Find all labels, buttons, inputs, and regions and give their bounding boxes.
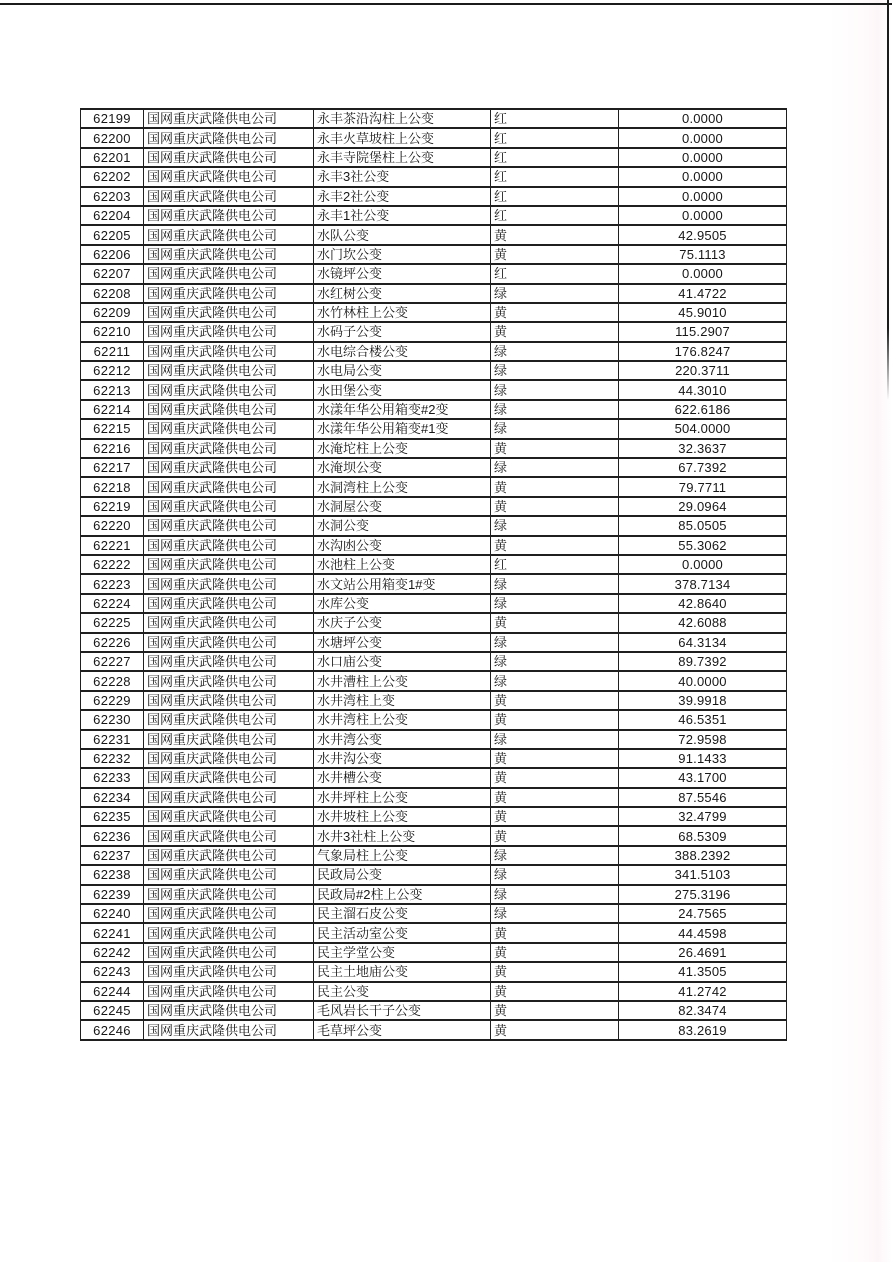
row-value: 622.6186: [619, 400, 787, 419]
row-status: 黄: [491, 826, 619, 845]
row-status: 黄: [491, 749, 619, 768]
table-row: [81, 497, 787, 516]
row-value: 41.3505: [619, 962, 787, 981]
table-row: [81, 555, 787, 574]
row-id: 62207: [81, 264, 144, 283]
row-status: 黄: [491, 691, 619, 710]
row-station-name: 水口庙公变: [314, 652, 491, 671]
row-id: 62208: [81, 284, 144, 303]
row-station-name: 民政局#2柱上公变: [314, 885, 491, 904]
row-id: 62234: [81, 788, 144, 807]
row-company: 国网重庆武隆供电公司: [144, 458, 314, 477]
row-station-name: 水井坡柱上公变: [314, 807, 491, 826]
row-status: 黄: [491, 245, 619, 264]
row-value: 39.9918: [619, 691, 787, 710]
table-row: [81, 846, 787, 865]
row-company: 国网重庆武隆供电公司: [144, 536, 314, 555]
row-status: 绿: [491, 458, 619, 477]
row-id: 62218: [81, 477, 144, 496]
row-id: 62221: [81, 536, 144, 555]
row-status: 黄: [491, 303, 619, 322]
row-value: 75.1113: [619, 245, 787, 264]
row-company: 国网重庆武隆供电公司: [144, 691, 314, 710]
row-id: 62226: [81, 633, 144, 652]
table-row: [81, 361, 787, 380]
row-station-name: 水庆子公变: [314, 613, 491, 632]
row-company: 国网重庆武隆供电公司: [144, 982, 314, 1001]
page-top-border-line: [0, 3, 892, 5]
row-station-name: 水门坎公变: [314, 245, 491, 264]
row-company: 国网重庆武隆供电公司: [144, 380, 314, 399]
row-company: 国网重庆武隆供电公司: [144, 1020, 314, 1039]
table-row: [81, 439, 787, 458]
row-company: 国网重庆武隆供电公司: [144, 633, 314, 652]
table-row: [81, 788, 787, 807]
row-value: 0.0000: [619, 148, 787, 167]
table-row: [81, 768, 787, 787]
row-company: 国网重庆武隆供电公司: [144, 439, 314, 458]
row-company: 国网重庆武隆供电公司: [144, 109, 314, 128]
row-company: 国网重庆武隆供电公司: [144, 671, 314, 690]
table-row: [81, 322, 787, 341]
table-row: [81, 633, 787, 652]
row-id: 62228: [81, 671, 144, 690]
row-station-name: 水洞屋公变: [314, 497, 491, 516]
row-station-name: 民政局公变: [314, 865, 491, 884]
row-id: 62209: [81, 303, 144, 322]
row-company: 国网重庆武隆供电公司: [144, 768, 314, 787]
row-station-name: 永丰3社公变: [314, 167, 491, 186]
table-row: [81, 730, 787, 749]
row-status: 黄: [491, 923, 619, 942]
row-id: 62230: [81, 710, 144, 729]
table-row: [81, 671, 787, 690]
row-station-name: 永丰2社公变: [314, 187, 491, 206]
row-status: 红: [491, 167, 619, 186]
table-row: [81, 225, 787, 244]
row-status: 绿: [491, 284, 619, 303]
row-id: 62205: [81, 225, 144, 244]
transformer-data-table: [80, 108, 787, 1041]
table-body: [81, 109, 787, 1040]
row-company: 国网重庆武隆供电公司: [144, 284, 314, 303]
table-row: [81, 109, 787, 128]
row-status: 绿: [491, 846, 619, 865]
row-station-name: 水井湾柱上公变: [314, 710, 491, 729]
row-id: 62212: [81, 361, 144, 380]
row-id: 62214: [81, 400, 144, 419]
row-company: 国网重庆武隆供电公司: [144, 826, 314, 845]
table-row: [81, 303, 787, 322]
row-company: 国网重庆武隆供电公司: [144, 846, 314, 865]
table-row: [81, 574, 787, 593]
table-row: [81, 1001, 787, 1020]
row-company: 国网重庆武隆供电公司: [144, 361, 314, 380]
table-row: [81, 284, 787, 303]
row-status: 绿: [491, 671, 619, 690]
row-station-name: 水池柱上公变: [314, 555, 491, 574]
row-station-name: 永丰火草坡柱上公变: [314, 128, 491, 147]
table-row: [81, 943, 787, 962]
row-id: 62229: [81, 691, 144, 710]
row-value: 72.9598: [619, 730, 787, 749]
row-status: 黄: [491, 768, 619, 787]
row-company: 国网重庆武隆供电公司: [144, 206, 314, 225]
row-company: 国网重庆武隆供电公司: [144, 594, 314, 613]
row-status: 绿: [491, 652, 619, 671]
table-row: [81, 749, 787, 768]
row-value: 0.0000: [619, 109, 787, 128]
row-company: 国网重庆武隆供电公司: [144, 885, 314, 904]
row-status: 黄: [491, 962, 619, 981]
table-row: [81, 400, 787, 419]
row-status: 绿: [491, 633, 619, 652]
row-value: 0.0000: [619, 167, 787, 186]
row-station-name: 水洞公变: [314, 516, 491, 535]
row-station-name: 永丰寺院堡柱上公变: [314, 148, 491, 167]
row-value: 378.7134: [619, 574, 787, 593]
row-value: 42.8640: [619, 594, 787, 613]
row-company: 国网重庆武隆供电公司: [144, 962, 314, 981]
table-row: [81, 923, 787, 942]
row-value: 44.4598: [619, 923, 787, 942]
row-value: 26.4691: [619, 943, 787, 962]
row-company: 国网重庆武隆供电公司: [144, 400, 314, 419]
row-value: 32.4799: [619, 807, 787, 826]
row-status: 黄: [491, 322, 619, 341]
row-station-name: 毛风岩长干子公变: [314, 1001, 491, 1020]
row-value: 68.5309: [619, 826, 787, 845]
row-status: 黄: [491, 477, 619, 496]
row-station-name: 水井槽公变: [314, 768, 491, 787]
row-company: 国网重庆武隆供电公司: [144, 904, 314, 923]
row-value: 79.7711: [619, 477, 787, 496]
row-id: 62243: [81, 962, 144, 981]
row-value: 67.7392: [619, 458, 787, 477]
row-station-name: 水电局公变: [314, 361, 491, 380]
row-status: 红: [491, 109, 619, 128]
row-id: 62222: [81, 555, 144, 574]
row-station-name: 水井漕柱上公变: [314, 671, 491, 690]
table-row: [81, 613, 787, 632]
row-station-name: 水田堡公变: [314, 380, 491, 399]
row-company: 国网重庆武隆供电公司: [144, 943, 314, 962]
row-company: 国网重庆武隆供电公司: [144, 730, 314, 749]
row-id: 62216: [81, 439, 144, 458]
table-row: [81, 264, 787, 283]
row-value: 42.6088: [619, 613, 787, 632]
row-value: 0.0000: [619, 264, 787, 283]
row-station-name: 水镜坪公变: [314, 264, 491, 283]
row-station-name: 水沟凼公变: [314, 536, 491, 555]
row-company: 国网重庆武隆供电公司: [144, 245, 314, 264]
row-status: 黄: [491, 982, 619, 1001]
row-station-name: 民主活动室公变: [314, 923, 491, 942]
row-station-name: 水洞湾柱上公变: [314, 477, 491, 496]
table-row: [81, 167, 787, 186]
row-id: 62246: [81, 1020, 144, 1039]
row-company: 国网重庆武隆供电公司: [144, 923, 314, 942]
row-id: 62224: [81, 594, 144, 613]
table-row: [81, 826, 787, 845]
row-id: 62206: [81, 245, 144, 264]
row-id: 62237: [81, 846, 144, 865]
row-station-name: 民主溜石皮公变: [314, 904, 491, 923]
row-value: 42.9505: [619, 225, 787, 244]
row-value: 275.3196: [619, 885, 787, 904]
row-station-name: 民主土地庙公变: [314, 962, 491, 981]
row-status: 黄: [491, 536, 619, 555]
row-value: 46.5351: [619, 710, 787, 729]
row-value: 44.3010: [619, 380, 787, 399]
row-status: 绿: [491, 594, 619, 613]
row-status: 绿: [491, 400, 619, 419]
row-station-name: 水文站公用箱变1#变: [314, 574, 491, 593]
row-value: 41.4722: [619, 284, 787, 303]
row-station-name: 水井湾柱上变: [314, 691, 491, 710]
row-station-name: 水淹坨柱上公变: [314, 439, 491, 458]
row-station-name: 水漾年华公用箱变#2变: [314, 400, 491, 419]
row-value: 0.0000: [619, 555, 787, 574]
row-company: 国网重庆武隆供电公司: [144, 167, 314, 186]
row-company: 国网重庆武隆供电公司: [144, 865, 314, 884]
row-company: 国网重庆武隆供电公司: [144, 1001, 314, 1020]
table-row: [81, 652, 787, 671]
row-company: 国网重庆武隆供电公司: [144, 225, 314, 244]
row-status: 黄: [491, 497, 619, 516]
row-value: 220.3711: [619, 361, 787, 380]
row-value: 0.0000: [619, 187, 787, 206]
row-status: 绿: [491, 904, 619, 923]
row-id: 62235: [81, 807, 144, 826]
row-id: 62227: [81, 652, 144, 671]
row-company: 国网重庆武隆供电公司: [144, 749, 314, 768]
table-row: [81, 380, 787, 399]
row-status: 黄: [491, 225, 619, 244]
row-value: 45.9010: [619, 303, 787, 322]
table-row: [81, 342, 787, 361]
row-station-name: 水竹林柱上公变: [314, 303, 491, 322]
row-company: 国网重庆武隆供电公司: [144, 497, 314, 516]
row-status: 绿: [491, 885, 619, 904]
table-row: [81, 710, 787, 729]
row-status: 红: [491, 187, 619, 206]
row-status: 红: [491, 148, 619, 167]
table-row: [81, 904, 787, 923]
table-row: [81, 206, 787, 225]
row-status: 红: [491, 555, 619, 574]
row-company: 国网重庆武隆供电公司: [144, 788, 314, 807]
row-station-name: 毛草坪公变: [314, 1020, 491, 1039]
table-row: [81, 148, 787, 167]
row-id: 62210: [81, 322, 144, 341]
row-status: 绿: [491, 516, 619, 535]
row-id: 62202: [81, 167, 144, 186]
row-company: 国网重庆武隆供电公司: [144, 555, 314, 574]
row-id: 62199: [81, 109, 144, 128]
row-id: 62225: [81, 613, 144, 632]
row-status: 绿: [491, 574, 619, 593]
row-company: 国网重庆武隆供电公司: [144, 128, 314, 147]
row-company: 国网重庆武隆供电公司: [144, 710, 314, 729]
row-station-name: 水库公变: [314, 594, 491, 613]
table-row: [81, 536, 787, 555]
row-status: 黄: [491, 710, 619, 729]
row-id: 62217: [81, 458, 144, 477]
row-status: 黄: [491, 1001, 619, 1020]
row-company: 国网重庆武隆供电公司: [144, 807, 314, 826]
row-status: 红: [491, 206, 619, 225]
row-status: 黄: [491, 613, 619, 632]
row-status: 绿: [491, 730, 619, 749]
row-id: 62215: [81, 419, 144, 438]
row-id: 62245: [81, 1001, 144, 1020]
row-value: 87.5546: [619, 788, 787, 807]
row-station-name: 水码子公变: [314, 322, 491, 341]
row-value: 115.2907: [619, 322, 787, 341]
row-status: 绿: [491, 865, 619, 884]
row-company: 国网重庆武隆供电公司: [144, 187, 314, 206]
table-row: [81, 419, 787, 438]
page-right-border-line: [887, 0, 889, 400]
row-station-name: 水井沟公变: [314, 749, 491, 768]
row-value: 83.2619: [619, 1020, 787, 1039]
row-status: 红: [491, 264, 619, 283]
row-company: 国网重庆武隆供电公司: [144, 303, 314, 322]
row-station-name: 水漾年华公用箱变#1变: [314, 419, 491, 438]
table-row: [81, 691, 787, 710]
row-status: 黄: [491, 439, 619, 458]
table-row: [81, 187, 787, 206]
table-row: [81, 807, 787, 826]
row-value: 64.3134: [619, 633, 787, 652]
row-station-name: 水井湾公变: [314, 730, 491, 749]
row-id: 62244: [81, 982, 144, 1001]
row-station-name: 永丰茶沿沟柱上公变: [314, 109, 491, 128]
table-row: [81, 516, 787, 535]
table-row: [81, 962, 787, 981]
row-station-name: 水塘坪公变: [314, 633, 491, 652]
row-id: 62203: [81, 187, 144, 206]
row-station-name: 水队公变: [314, 225, 491, 244]
row-id: 62239: [81, 885, 144, 904]
row-station-name: 民主公变: [314, 982, 491, 1001]
row-value: 341.5103: [619, 865, 787, 884]
row-station-name: 水红树公变: [314, 284, 491, 303]
row-status: 黄: [491, 807, 619, 826]
row-value: 176.8247: [619, 342, 787, 361]
row-company: 国网重庆武隆供电公司: [144, 516, 314, 535]
row-id: 62219: [81, 497, 144, 516]
row-id: 62213: [81, 380, 144, 399]
row-station-name: 水电综合楼公变: [314, 342, 491, 361]
row-id: 62204: [81, 206, 144, 225]
table-row: [81, 1020, 787, 1039]
row-company: 国网重庆武隆供电公司: [144, 613, 314, 632]
row-value: 41.2742: [619, 982, 787, 1001]
row-company: 国网重庆武隆供电公司: [144, 419, 314, 438]
row-value: 85.0505: [619, 516, 787, 535]
row-station-name: 民主学堂公变: [314, 943, 491, 962]
row-value: 43.1700: [619, 768, 787, 787]
row-id: 62241: [81, 923, 144, 942]
table-row: [81, 865, 787, 884]
row-id: 62223: [81, 574, 144, 593]
row-company: 国网重庆武隆供电公司: [144, 574, 314, 593]
row-value: 0.0000: [619, 128, 787, 147]
row-id: 62233: [81, 768, 144, 787]
table-row: [81, 458, 787, 477]
row-company: 国网重庆武隆供电公司: [144, 477, 314, 496]
row-value: 82.3474: [619, 1001, 787, 1020]
table-row: [81, 128, 787, 147]
row-value: 0.0000: [619, 206, 787, 225]
row-station-name: 水淹坝公变: [314, 458, 491, 477]
row-id: 62232: [81, 749, 144, 768]
table-row: [81, 245, 787, 264]
row-status: 绿: [491, 380, 619, 399]
row-id: 62220: [81, 516, 144, 535]
row-value: 504.0000: [619, 419, 787, 438]
row-station-name: 永丰1社公变: [314, 206, 491, 225]
table-row: [81, 982, 787, 1001]
row-status: 绿: [491, 361, 619, 380]
row-id: 62211: [81, 342, 144, 361]
row-station-name: 水井3社柱上公变: [314, 826, 491, 845]
table-row: [81, 885, 787, 904]
table-row: [81, 477, 787, 496]
row-station-name: 气象局柱上公变: [314, 846, 491, 865]
row-id: 62201: [81, 148, 144, 167]
row-id: 62240: [81, 904, 144, 923]
row-id: 62238: [81, 865, 144, 884]
row-station-name: 水井坪柱上公变: [314, 788, 491, 807]
row-status: 黄: [491, 788, 619, 807]
row-status: 红: [491, 128, 619, 147]
row-company: 国网重庆武隆供电公司: [144, 264, 314, 283]
row-id: 62236: [81, 826, 144, 845]
row-company: 国网重庆武隆供电公司: [144, 342, 314, 361]
row-id: 62242: [81, 943, 144, 962]
row-company: 国网重庆武隆供电公司: [144, 322, 314, 341]
row-id: 62231: [81, 730, 144, 749]
row-status: 黄: [491, 1020, 619, 1039]
row-value: 388.2392: [619, 846, 787, 865]
row-company: 国网重庆武隆供电公司: [144, 148, 314, 167]
row-id: 62200: [81, 128, 144, 147]
row-status: 黄: [491, 943, 619, 962]
row-value: 40.0000: [619, 671, 787, 690]
row-value: 89.7392: [619, 652, 787, 671]
row-company: 国网重庆武隆供电公司: [144, 652, 314, 671]
row-value: 29.0964: [619, 497, 787, 516]
row-value: 32.3637: [619, 439, 787, 458]
row-status: 绿: [491, 342, 619, 361]
table-row: [81, 594, 787, 613]
row-value: 24.7565: [619, 904, 787, 923]
row-value: 91.1433: [619, 749, 787, 768]
row-status: 绿: [491, 419, 619, 438]
row-value: 55.3062: [619, 536, 787, 555]
